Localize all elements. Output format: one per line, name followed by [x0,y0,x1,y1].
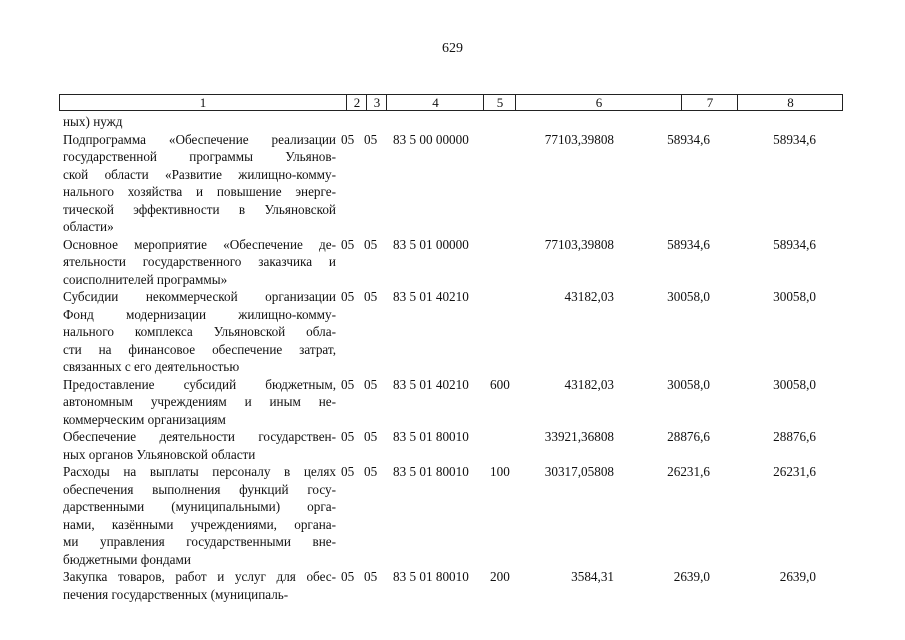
cell-col-2: 05 [341,236,355,252]
row-name-line: нального комплекса Ульяновской обла- [63,324,336,339]
row-name [63,428,336,463]
column-header-1: 1 [199,95,207,110]
row-name-line: Расходы на выплаты персоналу в целях [63,464,336,479]
cell-col-4: 83 5 01 80010 [393,569,469,584]
row-name-line: ных органов Ульяновской области [63,446,256,462]
cell-col-7: 30058,0 [667,376,710,392]
cell-col-4: 83 5 01 80010 [393,464,469,479]
row-name-line: соисполнителей программы» [63,271,228,287]
row-name-line: государственной программы Ульянов- [63,149,336,164]
cell-col-7: 26231,6 [667,464,710,479]
cell-col-8: 30058,0 [773,289,816,304]
row-name-line: коммерческим организациям [63,411,226,427]
cell-col-3: 05 [364,464,378,479]
row-name-line: нами, казёнными учреждениями, органа- [63,516,336,532]
cell-col-5: 100 [490,464,510,479]
cell-col-5: 600 [490,376,510,392]
cell-col-8: 2639,0 [779,569,816,584]
row-name-line: связанных с его деятельностью [63,359,240,374]
row-name-line: бюджетными фондами [63,551,191,567]
row-name-line: тической эффективности в Ульяновской [63,201,336,217]
cell-col-3: 05 [364,131,378,147]
column-header-2: 2 [346,95,367,110]
column-header-8: 8 [737,95,843,110]
cell-col-6: 30317,05808 [544,464,614,479]
row-name-line: ятельности государственного заказчика и [63,254,336,269]
column-header-6: 6 [515,95,682,110]
cell-col-7: 58934,6 [667,131,710,147]
cell-col-4: 83 5 00 00000 [393,131,469,147]
cell-col-6: 77103,39808 [544,131,614,147]
row-name [63,288,336,376]
cell-col-2: 05 [341,569,355,584]
cell-col-3: 05 [364,429,378,444]
cell-col-2: 05 [341,131,355,147]
cell-col-6: 3584,31 [571,569,614,584]
cell-col-6: 33921,36808 [544,429,614,444]
cell-col-8: 26231,6 [773,464,816,479]
cell-col-4: 83 5 01 80010 [393,429,469,444]
column-header-7: 7 [681,95,738,110]
row-name-line: Подпрограмма «Обеспечение реализации [63,131,336,147]
cell-col-6: 43182,03 [564,289,614,304]
row-name-line: Предоставление субсидий бюджетным, [63,376,336,392]
cell-col-7: 28876,6 [667,429,710,444]
cell-col-2: 05 [341,464,355,479]
page-number: 629 [442,41,463,56]
cell-col-5: 200 [490,569,510,584]
cell-col-4: 83 5 01 40210 [393,289,469,304]
carryover-text: ных) нужд [63,114,123,129]
cell-col-4: 83 5 01 00000 [393,236,469,252]
row-name-line: Закупка товаров, работ и услуг для обес- [63,569,336,584]
cell-col-6: 77103,39808 [544,236,614,252]
row-name-line: печения государственных (муниципаль- [63,586,289,602]
row-name-line: сти на финансовое обеспечение затрат, [63,341,336,357]
cell-col-3: 05 [364,236,378,252]
row-name [63,568,336,603]
row-name-line: автономным учреждениям и иным не- [63,394,336,409]
row-name-line: Субсидии некоммерческой организации [63,289,336,304]
row-name-line: области» [63,219,114,234]
column-header-3: 3 [366,95,387,110]
cell-col-8: 58934,6 [773,236,816,252]
cell-col-7: 58934,6 [667,236,710,252]
row-name-line: обеспечения выполнения функций госу- [63,481,336,497]
cell-col-7: 2639,0 [673,569,710,584]
row-name [63,463,336,568]
row-name-line: Основное мероприятие «Обеспечение де- [63,236,336,252]
row-name [63,236,336,289]
cell-col-7: 30058,0 [667,289,710,304]
row-name [63,131,336,236]
row-name-line: Обеспечение деятельности государствен- [63,429,336,444]
cell-col-4: 83 5 01 40210 [393,376,469,392]
column-header-5: 5 [483,95,516,110]
row-name-line: ми управления государственными вне- [63,534,336,549]
row-name-line: дарственными (муниципальными) орга- [63,499,336,514]
row-name [63,376,336,429]
cell-col-2: 05 [341,289,355,304]
column-header-4: 4 [386,95,484,110]
cell-col-6: 43182,03 [564,376,614,392]
cell-col-8: 30058,0 [773,376,816,392]
cell-col-8: 28876,6 [773,429,816,444]
cell-col-3: 05 [364,569,378,584]
cell-col-3: 05 [364,289,378,304]
cell-col-8: 58934,6 [773,131,816,147]
row-name-line: ской области «Развитие жилищно-комму- [63,166,336,182]
cell-col-2: 05 [341,376,355,392]
table-header-row [59,94,843,111]
cell-col-2: 05 [341,429,355,444]
row-name-line: Фонд модернизации жилищно-комму- [63,306,336,322]
cell-col-3: 05 [364,376,378,392]
row-name-line: нального хозяйства и повышение энерге- [63,184,336,199]
